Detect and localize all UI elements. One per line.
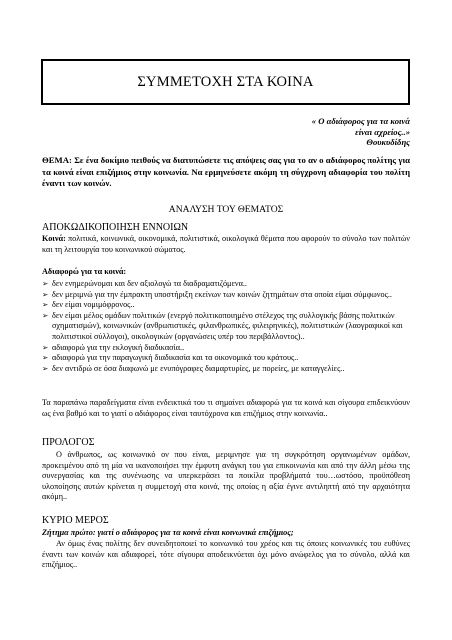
bullet-icon: ➢ [42, 289, 49, 299]
list-item: ➢ δεν ενημερώνομαι και δεν αξιολογώ τα διαδραματιζόμενα.. [42, 279, 247, 288]
quote-author: Θουκυδίδης [366, 137, 410, 147]
bullet-icon: ➢ [42, 363, 49, 373]
concepts-definition [42, 234, 410, 255]
bullet-icon: ➢ [42, 279, 49, 288]
summary-paragraph: Τα παραπάνω παραδείγματα είναι ενδεικτικά του τι σημαίνει αδιαφορώ για τα κοινά και σίγουρα επιδεικνύουν ως ένα βαθμό και το γιατί ο αδιάφορος είναι ταυτόχρονα και επιζήμιος στην κοινωνία.. [42, 398, 410, 418]
prologue-paragraph: Ο άνθρωπος, ως κοινωνικό ον που είναι, μεριμνησε για τη συγκρότηση οργανωμένων ομάδων, προκειμένου από τη μία να ικανοποιήσει την έμφυτη ανάγκη του για επικοινωνία και από την άλλη μέσω της συνεργασίας και της συνένωσης να υπερκεράσει τα ποικίλα προβλήματά του…ωστόσο, προϋπόθεση υλοποίησης αυτών κρίνεται η συμμετοχή στα κοινά, της οποίας η αξία έγινε αντιληπτή από την αρχαιότητα ακόμη.. [42, 450, 410, 502]
concepts-heading: ΑΠΟΚΩΔΙΚΟΠΟΙΗΣΗ ΕΝΝΟΙΩΝ [42, 222, 189, 233]
indifferent-list [42, 279, 410, 374]
bullet-icon: ➢ [42, 300, 49, 310]
quote-line-1: « Ο αδιάφορος για τα κοινά [311, 116, 410, 126]
bullet-icon: ➢ [42, 310, 49, 320]
analysis-heading: ΑΝΑΛΥΣΗ ΤΟΥ ΘΕΜΑΤΟΣ [168, 204, 284, 215]
quote [312, 116, 410, 148]
quote-line-2: είναι αχρείος..» [355, 126, 410, 137]
list-item: ➢ δεν είμαι νομιμόφρονος.. [42, 300, 135, 310]
title-box [41, 59, 410, 105]
main-question: Ζήτημα πρώτο: γιατί ο αδιάφορος για τα κοινά είναι κοινωνικά επιζήμιος; [42, 528, 294, 537]
main-paragraph: Αν όμως ένας πολίτης δεν συνειδητοποιεί το κοινωνικό του χρέος και τις όποιες κοινωνικές του ευθύνες έναντι των κοινών και αδιαφορεί, τότε σίγουρα αποδεικνύεται όχι μόνο ανώφελος για το σύνολο, αλλά και επιζήμιος.. [42, 539, 410, 570]
bullet-icon: ➢ [42, 342, 49, 352]
list-item: ➢ δεν είμαι μέλος ομάδων πολιτικών (ενεργό πολιτικοποιημένο στέλεχος της συλλογικής βάσης πολιτικών σχηματισμών), κοινωνικών (ανθρωπιστικές, φιλανθρωπικές, φιλειρηνικές), πολιτιστικών (λαογραφικοί και πολιτιστικοί σύλλογοι), οικολογικών (οργανώσεις υπέρ του περιβάλλοντος).. [42, 310, 403, 341]
page-title: ΣΥΜΜΕΤΟΧΗ ΣΤΑ ΚΟΙΝΑ [137, 73, 314, 90]
list-item: ➢ δεν μεριμνώ για την έμπρακτη υποστήριξη εκείνων των κοινών ζητημάτων στα οποία είμαι σύμφωνος.. [42, 289, 392, 299]
essay-theme: ΘΕΜΑ: Σε ένα δοκίμιο πειθούς να διατυπώσετε τις απόψεις σας για το αν ο αδιάφορος πολίτης για τα κοινά είναι επιζήμιος στην κοινωνία. Να ερμηνεύσετε ακόμη τη σύγχρονη αδιαφορία του πολίτη έναντι των κοινών. [42, 155, 410, 188]
list-item: ➢ αδιαφορώ για την εκλογική διαδικασία.. [42, 342, 185, 352]
concepts-text: πολιτικά, κοινωνικά, οικονομικά, πολιτιστικά, οικολογικά θέματα που αφορούν το σύνολο των πολιτών και τη λειτουργία του κοινωνικού σώματος. [42, 234, 410, 254]
bullet-icon: ➢ [42, 353, 49, 363]
prologue-heading: ΠΡΟΛΟΓΟΣ [42, 437, 95, 448]
concepts-term: Κοινά: [42, 234, 66, 243]
list-item: ➢ αδιαφορώ για την παραγωγική διαδικασία και τα οικονομικά του κράτους.. [42, 353, 299, 363]
list-item: ➢ δεν αντιδρώ σε όσα διαφωνώ με ενυπόγραφες διαμαρτυρίες, με πορείες, με καταγγελίες.. [42, 363, 345, 373]
main-heading: ΚΥΡΙΟ ΜΕΡΟΣ [42, 515, 109, 526]
indifferent-heading: Αδιαφορώ για τα κοινά: [42, 267, 127, 276]
